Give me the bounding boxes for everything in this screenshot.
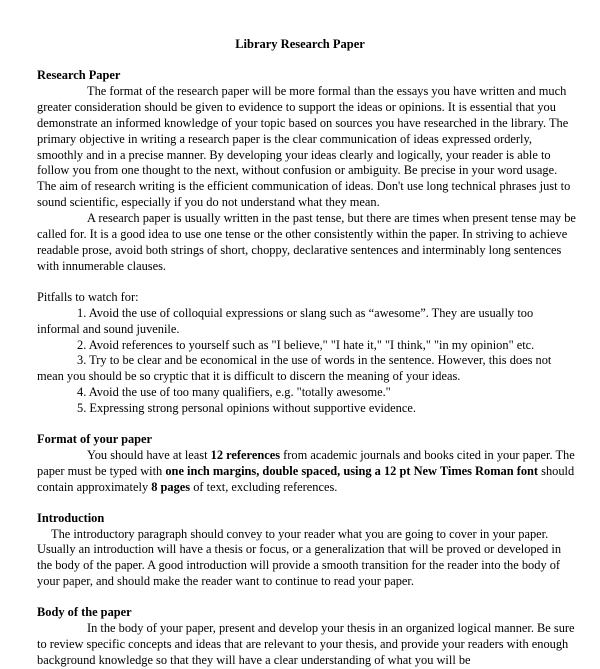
research-paper-paragraph-1: The format of the research paper will be more formal than the essays you have written and much greater consideration should be given to evidence to support the ideas or opinions. It is essential that you demonstrate an informed knowledge of your topic based on sources you have researched in the library. The primary objective in writing a research paper is the clear communication of ideas expressed orderly, smoothly and in a precise manner. By developing your ideas clearly and logically, your reader is able to follow you from one thought to the next, without confusion or ambiguity. Be precise in your word usage. The aim of research writing is the efficient communication of ideas. Don't use long technical phrases just to sound scientific, especially if you do not understand what they mean. xyxy=(37,83,571,210)
research-paper-paragraph-2: A research paper is usually written in the past tense, but there are times when present tense may be called for. It is a good idea to use one tense or the other consistently within the paper. In striving to achieve readable prose, avoid both strings of short, choppy, declarative sentences and interminably long sentences with innumerable clauses. xyxy=(37,211,576,273)
introduction-heading: Introduction xyxy=(37,510,105,525)
format-text: from academic journals and books cited in your paper. xyxy=(280,447,553,462)
document-title: Library Research Paper xyxy=(235,37,365,51)
format-paragraph xyxy=(37,448,577,496)
pitfall-item: 5. Expressing strong personal opinions without supportive evidence. xyxy=(77,401,416,416)
pitfall-item: 4. Avoid the use of too many qualifiers, e.g. "totally awesome." xyxy=(77,385,391,400)
format-emphasis: 8 pages xyxy=(151,479,191,494)
body-paragraph: In the body of your paper, present and develop your thesis in an organized logical manner. Be sure to review specific concepts and ideas that are relevant to your thesis, and provide your readers with enough background knowledge so that they will have a clear understanding of what you will be xyxy=(37,621,575,667)
format-text: of text, excluding references. xyxy=(190,479,338,494)
pitfall-item: 2. Avoid references to yourself such as "I believe," "I hate it," "I think," "in my opinion" etc. xyxy=(77,337,535,352)
introduction-paragraph: The introductory paragraph should convey to your reader what you are going to cover in your paper. Usually an introduction will have a thesis or focus, or a generalization that will be proved or developed in the body of the paper. A good introduction will provide a smooth transition for the reader into the body of your paper, and should make the reader want to continue to read your paper. xyxy=(37,526,562,589)
pitfall-item: 1. Avoid the use of colloquial expressions or slang such as “awesome”. They are usually too informal and sound juvenile. xyxy=(37,305,534,336)
format-text: should contain approximately xyxy=(37,463,575,494)
pitfalls-heading: Pitfalls to watch for: xyxy=(37,289,139,304)
format-emphasis: 12 references xyxy=(210,447,281,462)
pitfalls-list xyxy=(37,306,577,417)
format-text: You should have at least xyxy=(87,447,211,462)
format-emphasis: one inch margins, double spaced, using a 12 pt New Times Roman font xyxy=(165,463,539,478)
body-heading: Body of the paper xyxy=(37,605,132,620)
format-heading: Format of your paper xyxy=(37,432,153,447)
format-text: The paper must be typed with xyxy=(37,447,575,478)
pitfall-item: 3. Try to be clear and be economical in the use of words in the sentence. However, this does not mean you should be so cryptic that it is difficult to discern the meaning of your ideas. xyxy=(37,353,552,384)
document-body xyxy=(37,68,577,669)
research-paper-heading: Research Paper xyxy=(37,68,121,82)
